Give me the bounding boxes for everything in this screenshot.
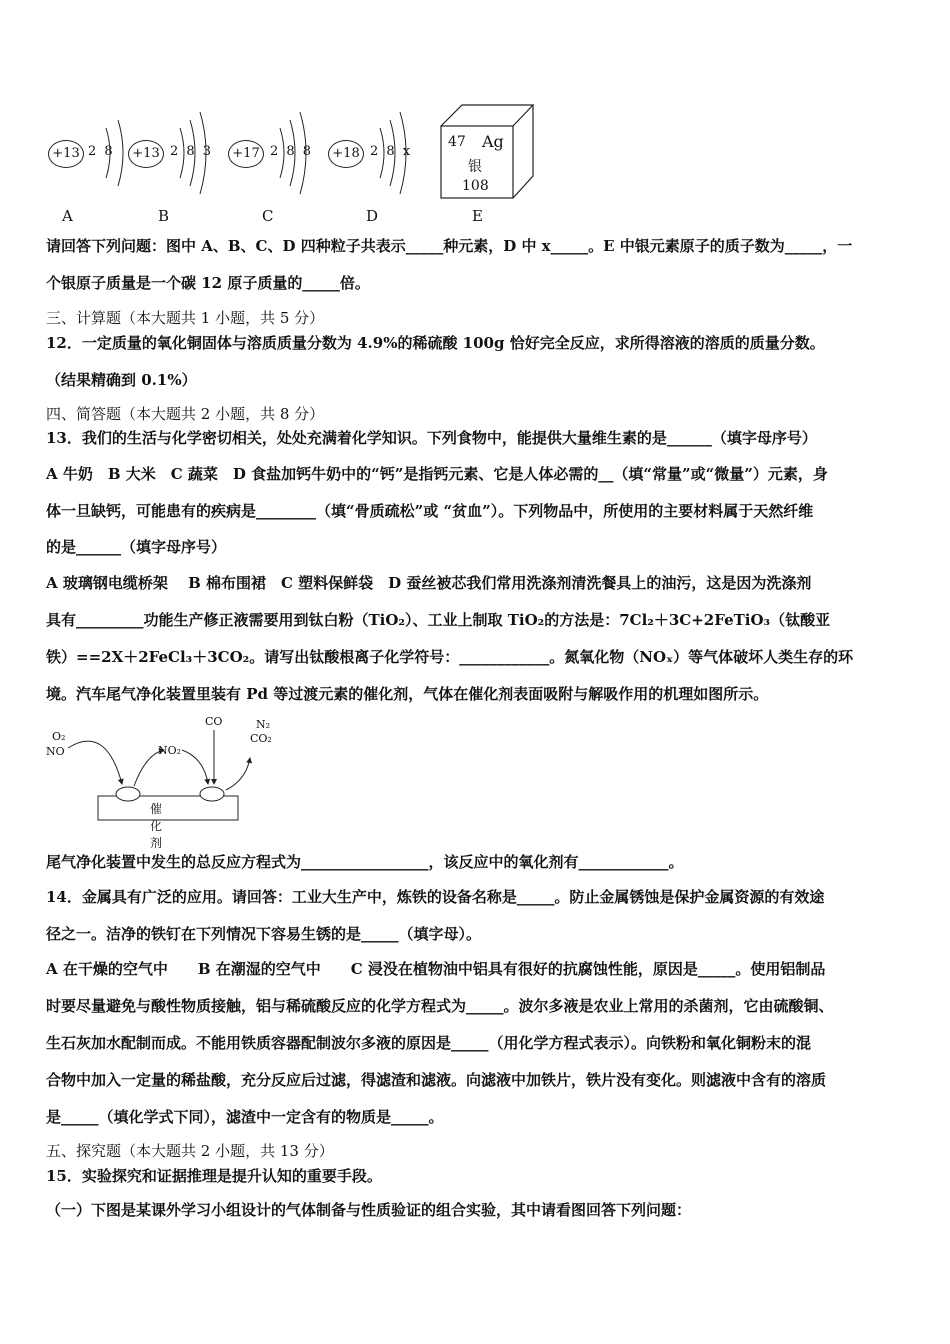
question-14-text: 14．金属具有广泛的应用。请回答：工业大生产中，炼铁的设备名称是_____。防止金属锈蚀是保护金属资源的有效途 [46, 888, 825, 906]
atom-diagram-c [228, 98, 328, 198]
nucleus: +18 [328, 140, 364, 168]
nucleus: +13 [48, 140, 84, 168]
question-14-text: 是_____（填化学式下同），滤渣中一定含有的物质是_____。 [46, 1108, 444, 1126]
co2-label: CO₂ [250, 732, 272, 745]
figure-label-d: D [366, 207, 379, 225]
question-12-text: 12．一定质量的氧化铜固体与溶质质量分数为 4.9%的稀硫酸 100g 恰好完全反应，求所得溶液的溶质的质量分数。 [46, 334, 825, 352]
electron-config: 2 8 x [370, 144, 413, 159]
question-12-text: （结果精确到 0.1%） [46, 371, 197, 389]
figure-label-b: B [158, 207, 170, 225]
figure-label-e: E [472, 207, 483, 225]
question-15-text: 15．实验探究和证据推理是提升认知的重要手段。 [46, 1167, 382, 1185]
section-heading: 五、探究题（本大题共 2 小题，共 13 分） [46, 1142, 334, 1160]
question-13-text: 的是______（填字母序号） [46, 538, 227, 556]
question-14-text: 合物中加入一定量的稀盐酸，充分反应后过滤，得滤渣和滤液。向滤液中加铁片，铁片没有变化。则滤液中含有的溶质 [46, 1071, 827, 1089]
question-13-text: A 玻璃钢电缆桥架 B 棉布围裙 C 塑料保鲜袋 D 蚕丝被芯我们常用洗涤剂清洗餐具上的油污，这是因为洗涤剂 [46, 574, 812, 592]
figure-label-a: A [62, 207, 73, 225]
question-13-text: 铁）==2X＋2FeCl₃＋3CO₂。请写出钛酸根离子化学符号：____________。氮氧化物（NOₓ）等气体破坏人类生存的环 [46, 648, 854, 666]
atom-diagram-d [328, 98, 428, 198]
o2-label: O₂ [52, 730, 66, 743]
question-13-text: 尾气净化装置中发生的总反应方程式为_________________，该反应中的氧化剂有____________。 [46, 853, 684, 871]
atomic-number: 47 [448, 134, 466, 150]
question-14-text: 生石灰加水配制而成。不能用铁质容器配制波尔多液的原因是_____（用化学方程式表示）。向铁粉和氧化铜粉末的混 [46, 1034, 812, 1052]
electron-config: 2 8 [88, 144, 115, 159]
figure-label-c: C [262, 207, 274, 225]
atomic-mass: 108 [462, 178, 489, 194]
question-13-text: A 牛奶 B 大米 C 蔬菜 D 食盐加钙牛奶中的“钙”是指钙元素、它是人体必需的__（填“常量”或“微量”）元素，身 [46, 465, 828, 483]
question-11-text: 个银原子质量是一个碳 12 原子质量的_____倍。 [46, 274, 370, 292]
no-label: NO [46, 745, 65, 758]
nucleus: +13 [128, 140, 164, 168]
question-14-text: A 在干燥的空气中 B 在潮湿的空气中 C 浸没在植物油中铝具有很好的抗腐蚀性能，原因是_____。使用铝制品 [46, 960, 826, 978]
question-14-text: 时要尽量避免与酸性物质接触，铝与稀硫酸反应的化学方程式为_____。波尔多液是农业上常用的杀菌剂，它由硫酸铜、 [46, 997, 834, 1015]
nucleus: +17 [228, 140, 264, 168]
question-13-text: 13．我们的生活与化学密切相关，处处充满着化学知识。下列食物中，能提供大量维生素的是______（填字母序号） [46, 429, 817, 447]
atom-diagram-b [128, 98, 228, 198]
cube-icon [440, 104, 540, 204]
element-symbol: Ag [482, 132, 504, 151]
question-13-text: 境。汽车尾气净化装置里装有 Pd 等过渡元素的催化剂，气体在催化剂表面吸附与解吸作用的机理如图所示。 [46, 685, 769, 703]
no2-label: NO₂ [158, 744, 182, 757]
question-13-text: 体一旦缺钙，可能患有的疾病是________（填“骨质疏松”或 “贫血”）。下列物品中，所使用的主要材料属于天然纤维 [46, 502, 814, 520]
section-heading: 三、计算题（本大题共 1 小题，共 5 分） [46, 309, 325, 327]
electron-config: 2 8 8 [270, 144, 314, 159]
question-14-text: 径之一。洁净的铁钉在下列情况下容易生锈的是_____（填字母）。 [46, 925, 482, 943]
question-15-text: （一）下图是某课外学习小组设计的气体制备与性质验证的组合实验，其中请看图回答下列问题： [46, 1201, 692, 1219]
question-13-text: 具有_________功能生产修正液需要用到钛白粉（TiO₂）、工业上制取 TiO₂的方法是：7Cl₂＋3C+2FeTiO₃（钛酸亚 [46, 611, 831, 629]
question-11-text: 请回答下列问题：图中 A、B、C、D 四种粒子共表示_____种元素，D 中 x_____。E 中银元素原子的质子数为_____，一 [46, 237, 853, 255]
n2-label: N₂ [256, 718, 271, 731]
section-heading: 四、简答题（本大题共 2 小题，共 8 分） [46, 405, 325, 423]
co-label: CO [205, 715, 223, 728]
catalyst-label: 催化剂 [150, 802, 163, 850]
element-name: 银 [468, 159, 482, 175]
electron-config: 2 8 3 [170, 144, 214, 159]
